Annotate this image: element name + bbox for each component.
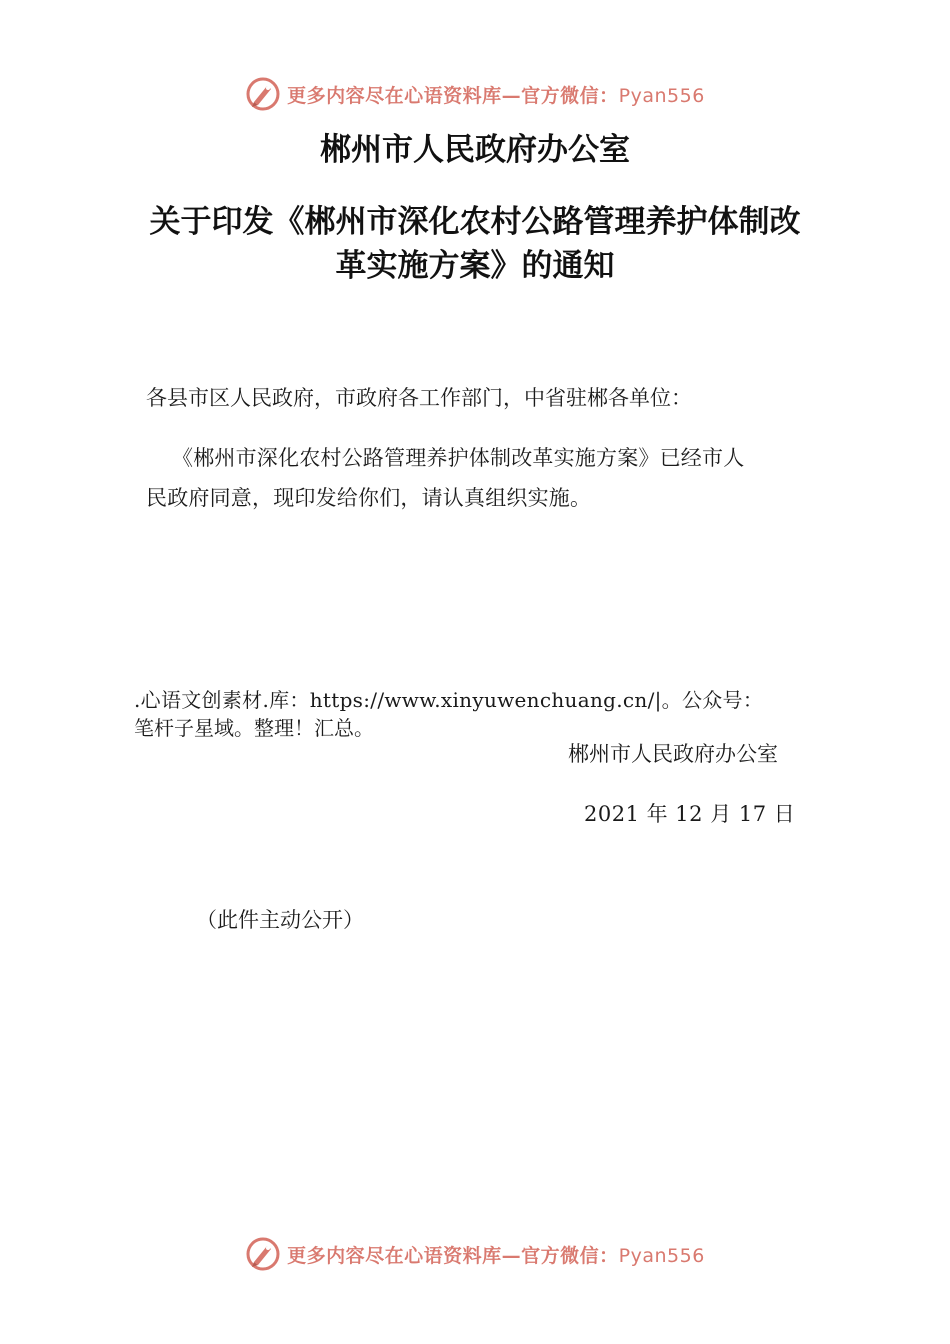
banner-text — [287, 1241, 705, 1268]
banner-label: 更多内容尽在心语资料库—官方微信： — [287, 84, 619, 107]
header-banner — [0, 72, 950, 116]
salutation: 各县市区人民政府，市政府各工作部门，中省驻郴各单位： — [146, 386, 692, 410]
issuer-title: 郴州市人民政府办公室 — [320, 132, 630, 168]
signature-issuer: 郴州市人民政府办公室 — [568, 742, 778, 766]
banner-wechat-id: Pyan556 — [618, 1244, 705, 1267]
pen-logo-icon — [245, 76, 281, 112]
ad-text-line-1: .心语文创素材.库：https://www.xinyuwenchuang.cn/|。公众号： — [134, 688, 764, 712]
banner-wechat-id: Pyan556 — [618, 84, 705, 107]
body-paragraph-line-2: 民政府同意，现印发给你们，请认真组织实施。 — [146, 486, 592, 510]
notice-title-line-1: 关于印发《郴州市深化农村公路管理养护体制改 — [149, 204, 801, 240]
signature-date: 2021 年 12 月 17 日 — [584, 802, 796, 826]
ad-text-line-2: 笔杆子星域。整理！汇总。 — [134, 716, 374, 740]
banner-text — [287, 81, 705, 108]
public-disclosure-note: （此件主动公开） — [196, 908, 364, 932]
pen-logo-icon — [245, 1236, 281, 1272]
notice-title-line-2: 革实施方案》的通知 — [335, 248, 615, 284]
footer-banner — [0, 1232, 950, 1276]
banner-label: 更多内容尽在心语资料库—官方微信： — [287, 1244, 619, 1267]
body-paragraph-line-1: 《郴州市深化农村公路管理养护体制改革实施方案》已经市人 — [172, 446, 745, 470]
